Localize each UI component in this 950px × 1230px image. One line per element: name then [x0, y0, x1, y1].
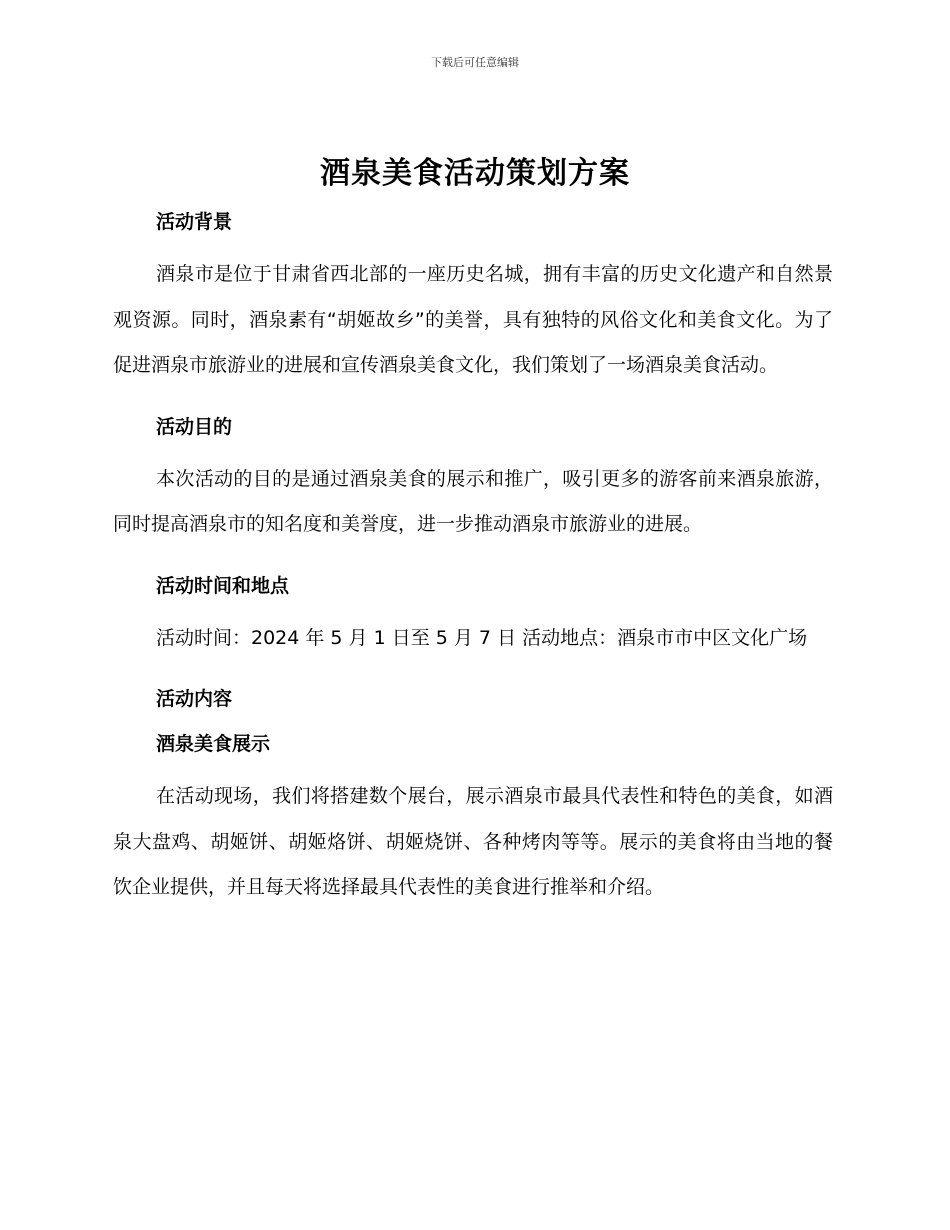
- section-paragraph-food-display: 在活动现场，我们将搭建数个展台，展示酒泉市最具代表性和特色的美食，如酒泉大盘鸡、胡姬饼、胡姬烙饼、胡姬烧饼、各种烤肉等等。展示的美食将由当地的餐饮企业提供，并且每天将选择最具代表性的美食进行推举和介绍。: [113, 785, 833, 898]
- section-heading-time-location: 活动时间和地点: [156, 574, 290, 597]
- section-paragraph-purpose: 本次活动的目的是通过酒泉美食的展示和推广，吸引更多的游客前来酒泉旅游，同时提高酒泉市的知名度和美誉度，进一步推动酒泉市旅游业的进展。: [113, 467, 833, 535]
- section-paragraph-time-location: 活动时间：2024 年 5 月 1 日至 5 月 7 日 活动地点：酒泉市市中区文化广场: [156, 626, 808, 649]
- section-heading-background: 活动背景: [156, 211, 233, 233]
- section-heading-purpose: 活动目的: [156, 415, 233, 438]
- document-title: 酒泉美食活动策划方案: [320, 156, 630, 191]
- document-body: [113, 206, 833, 911]
- section-paragraph-background: 酒泉市是位于甘肃省西北部的一座历史名城，拥有丰富的历史文化遗产和自然景观资源。同时，酒泉素有“胡姬故乡”的美誉，具有独特的风俗文化和美食文化。为了促进酒泉市旅游业的进展和宣传酒泉美食文化，我们策划了一场酒泉美食活动。: [113, 263, 833, 376]
- section-heading-food-display: 酒泉美食展示: [156, 733, 271, 755]
- section-heading-content: 活动内容: [156, 688, 233, 710]
- page-header-note: 下载后可任意编辑: [431, 56, 519, 69]
